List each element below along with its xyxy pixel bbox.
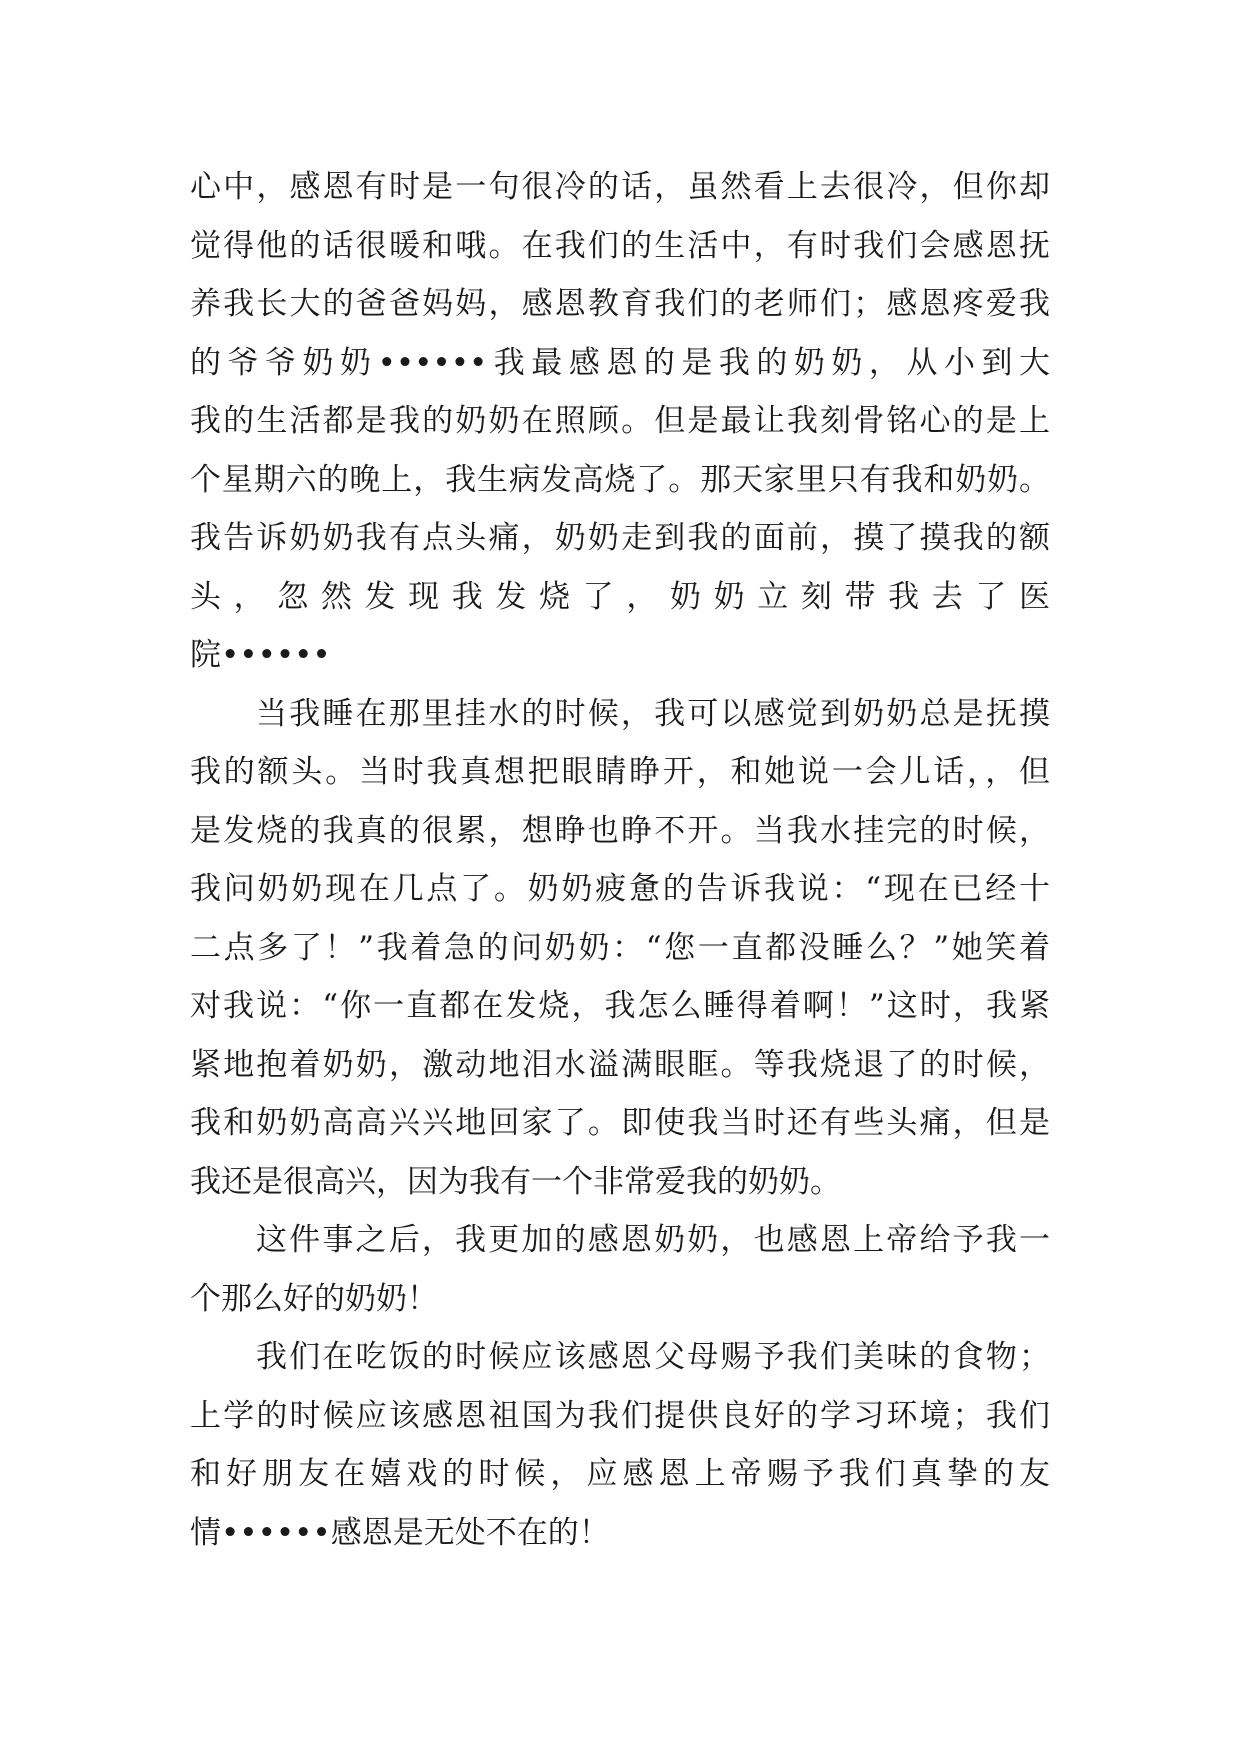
text-line: 觉得他的话很暖和哦。在我们的生活中，有时我们会感恩抚 <box>190 227 1050 264</box>
text-line: 的爷爷奶奶••••••我最感恩的是我的奶奶，从小到大 <box>190 344 1050 381</box>
text-line: 个那么好的奶奶！ <box>190 1280 438 1317</box>
text-line: 情••••••感恩是无处不在的！ <box>190 1514 610 1551</box>
text-line: 个星期六的晚上，我生病发高烧了。那天家里只有我和奶奶。 <box>190 461 1050 498</box>
text-line: 我还是很高兴，因为我有一个非常爱我的奶奶。 <box>190 1163 841 1200</box>
paragraph-first-line: 这件事之后，我更加的感恩奶奶，也感恩上帝给予我一 <box>256 1222 1050 1258</box>
text-line: 院•••••• <box>190 637 331 673</box>
essay-body <box>190 158 1050 1562</box>
text-line: 我的生活都是我的奶奶在照顾。但是最让我刻骨铭心的是上 <box>190 403 1050 439</box>
text-line: 紧地抱着奶奶，激动地泪水溢满眼眶。等我烧退了的时候， <box>190 1046 1050 1083</box>
text-line: 和好朋友在嬉戏的时候，应感恩上帝赐予我们真挚的友 <box>190 1456 1050 1492</box>
text-line: 对我说：“你一直都在发烧，我怎么睡得着啊！”这时，我紧 <box>190 988 1050 1024</box>
text-line: 是发烧的我真的很累，想睁也睁不开。当我水挂完的时候， <box>190 812 1050 849</box>
text-line: 我问奶奶现在几点了。奶奶疲惫的告诉我说：“现在已经十 <box>190 871 1050 907</box>
text-line: 我告诉奶奶我有点头痛，奶奶走到我的面前，摸了摸我的额 <box>190 520 1050 556</box>
paragraph-first-line: 我们在吃饭的时候应该感恩父母赐予我们美味的食物； <box>256 1339 1050 1375</box>
paragraph-first-line: 当我睡在那里挂水的时候，我可以感觉到奶奶总是抚摸 <box>256 695 1050 732</box>
text-line: 我的额头。当时我真想把眼睛睁开，和她说一会儿话，，但 <box>190 754 1050 790</box>
text-line: 二点多了！”我着急的问奶奶：“您一直都没睡么？”她笑着 <box>190 929 1050 966</box>
text-line: 我和奶奶高高兴兴地回家了。即使我当时还有些头痛，但是 <box>190 1105 1050 1141</box>
text-line: 心中，感恩有时是一句很冷的话，虽然看上去很冷，但你却 <box>190 169 1050 205</box>
text-line: 养我长大的爸爸妈妈，感恩教育我们的老师们；感恩疼爱我 <box>190 286 1050 322</box>
text-line: 头，忽然发现我发烧了，奶奶立刻带我去了医 <box>190 578 1050 615</box>
text-line: 上学的时候应该感恩祖国为我们提供良好的学习环境；我们 <box>190 1397 1050 1434</box>
